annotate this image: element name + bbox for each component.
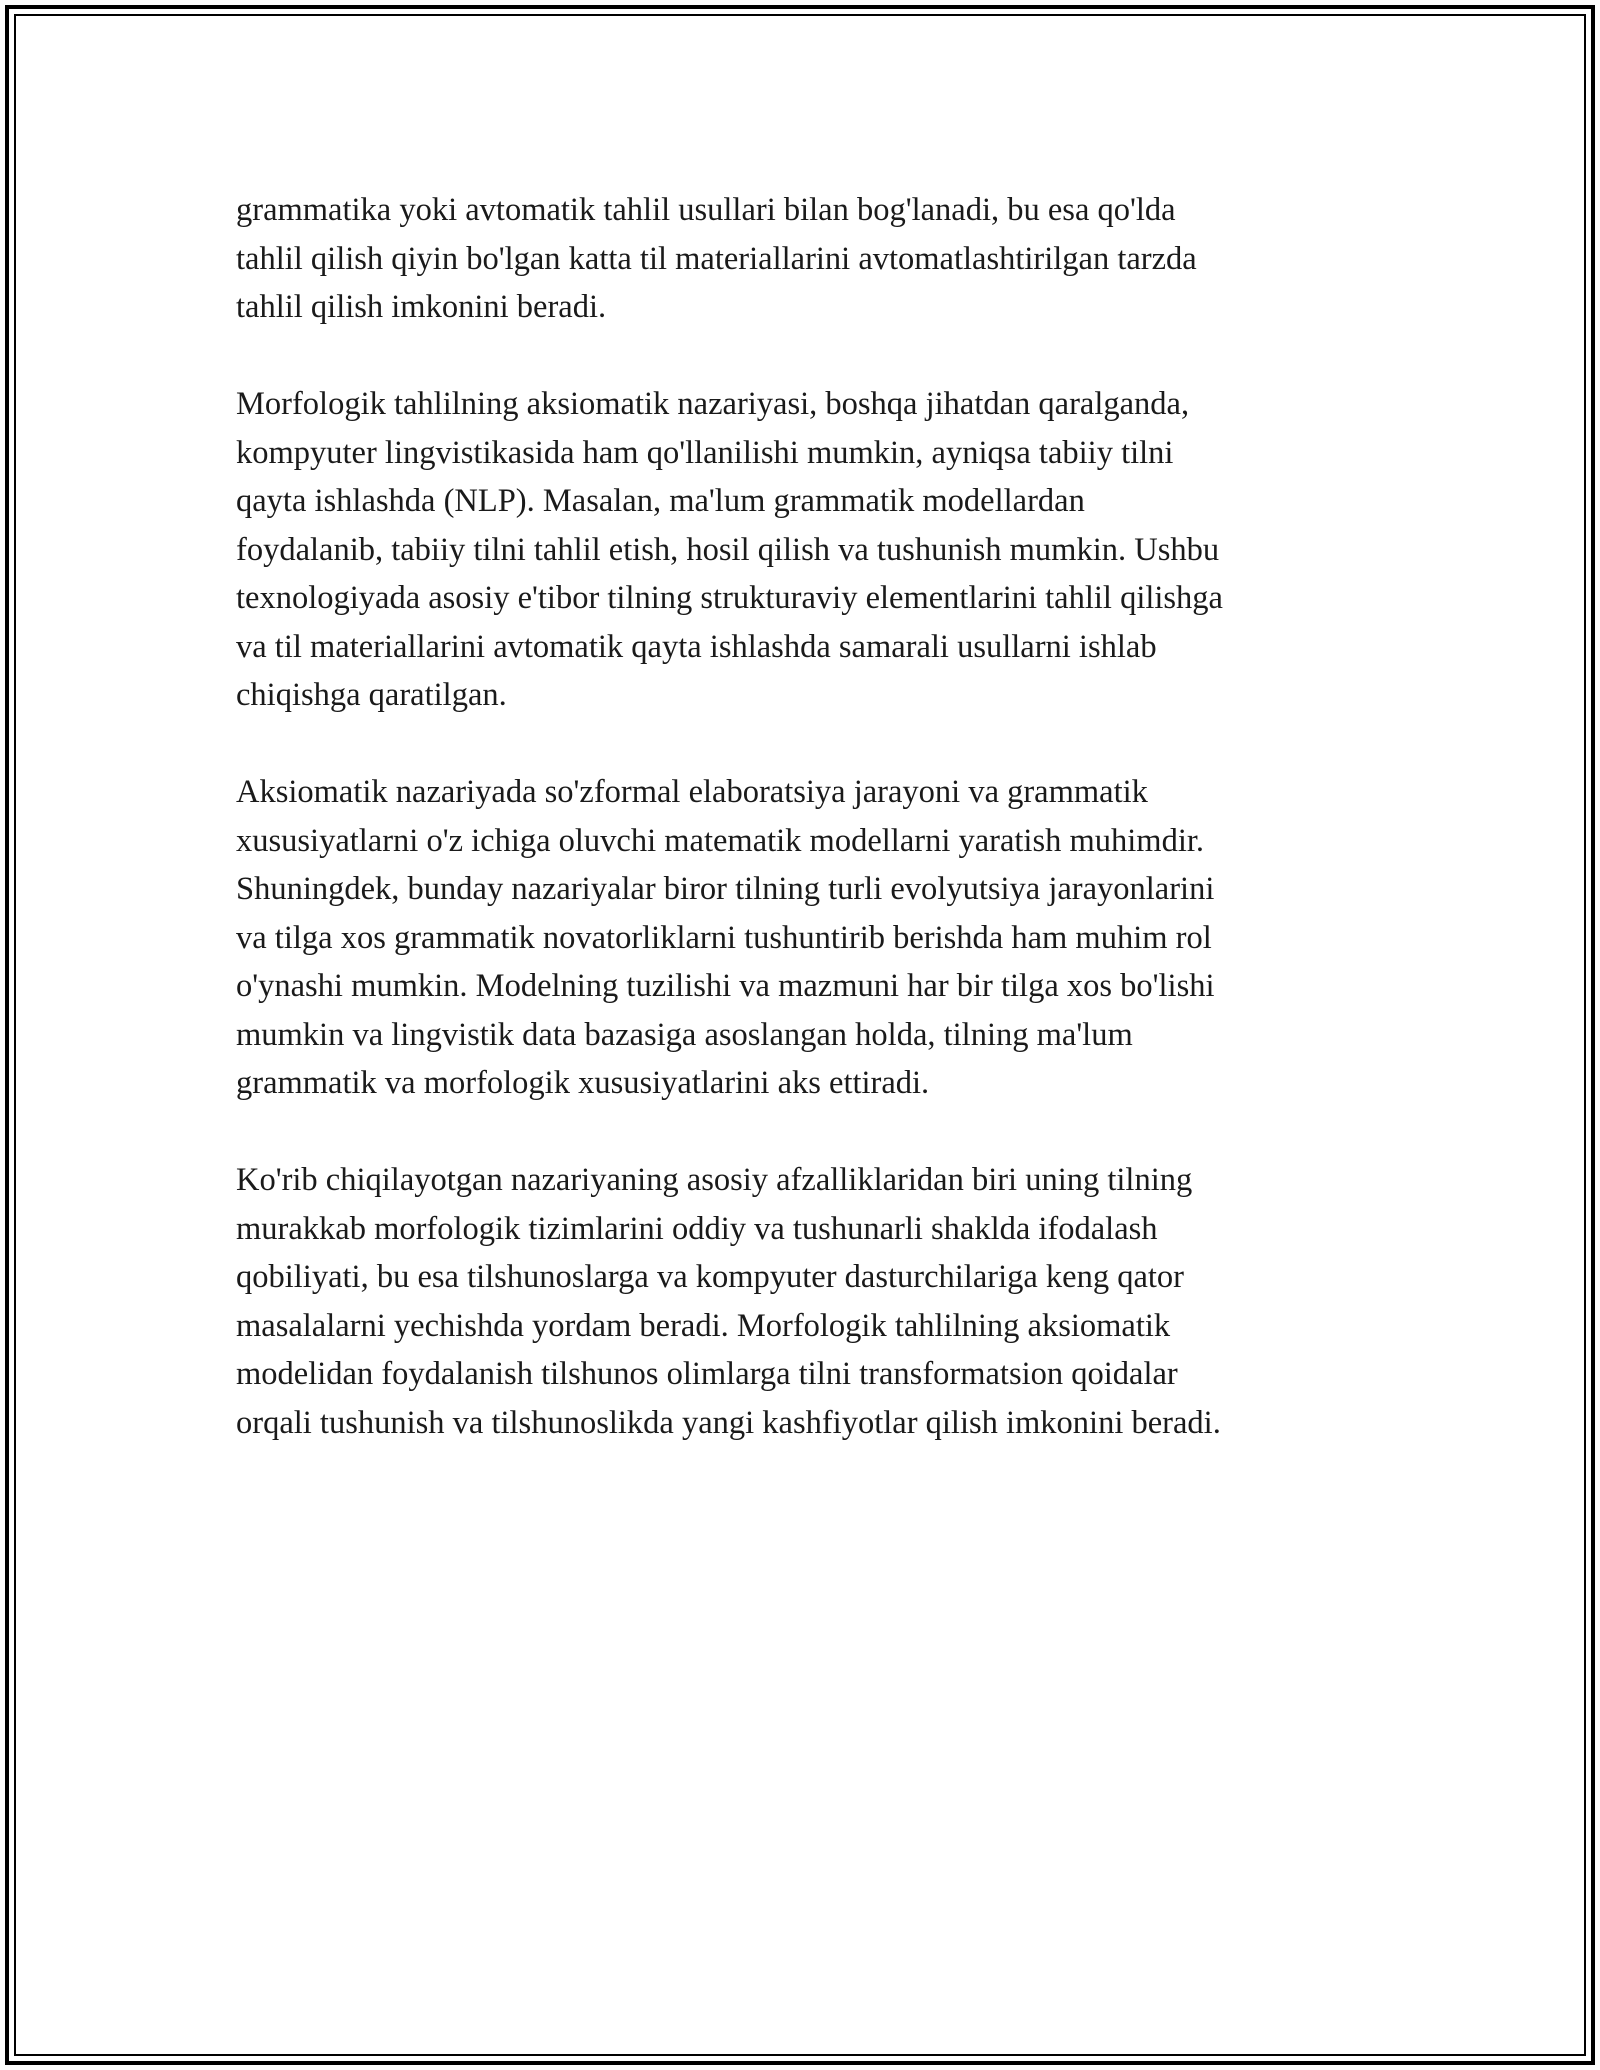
document-body [236,186,1366,1496]
paragraph-1 [236,186,1366,332]
text-line: murakkab morfologik tizimlarini oddiy va tushunarli shaklda ifodalash [236,1210,1158,1247]
text-line: foydalanib, tabiiy tilni tahlil etish, hosil qilish va tushunish mumkin. Ushbu [236,531,1220,568]
text-line: qayta ishlashda (NLP). Masalan, ma'lum grammatik modellardan [236,483,1085,519]
text-line: va tilga xos grammatik novatorliklarni tushuntirib berishda ham muhim rol [236,919,1212,956]
text-line: xususiyatlarni o'z ichiga oluvchi matematik modellarni yaratish muhimdir. [236,822,1205,859]
paragraph-3 [236,768,1366,1108]
text-line: tahlil qilish imkonini beradi. [236,289,607,325]
text-line: kompyuter lingvistikasida ham qo'llanilishi mumkin, ayniqsa tabiiy tilni [236,434,1174,471]
paragraph-2 [236,380,1366,720]
text-line: Morfologik tahlilning aksiomatik nazariyasi, boshqa jihatdan qaralganda, [236,386,1190,422]
text-line: texnologiyada asosiy e'tibor tilning strukturaviy elementlarini tahlil qilishga [236,580,1223,616]
text-line: orqali tushunish va tilshunoslikda yangi kashfiyotlar qilish imkonini beradi. [236,1404,1221,1441]
text-line: tahlil qilish qiyin bo'lgan katta til materiallarini avtomatlashtirilgan tarzda [236,240,1197,277]
text-line: Aksiomatik nazariyada so'zformal elaboratsiya jarayoni va grammatik [236,774,1148,810]
paragraph-4 [236,1156,1366,1447]
text-line: va til materiallarini avtomatik qayta ishlashda samarali usullarni ishlab [236,628,1157,665]
text-line: Shuningdek, bunday nazariyalar biror tilning turli evolyutsiya jarayonlarini [236,871,1215,907]
text-line: grammatika yoki avtomatik tahlil usullari bilan bog'lanadi, bu esa qo'lda [236,192,1176,228]
text-line: masalalarni yechishda yordam beradi. Morfologik tahlilning aksiomatik [236,1307,1171,1344]
text-line: o'ynashi mumkin. Modelning tuzilishi va mazmuni har bir tilga xos bo'lishi [236,968,1215,1004]
text-line: mumkin va lingvistik data bazasiga asoslangan holda, tilning ma'lum [236,1016,1133,1053]
text-line: chiqishga qaratilgan. [236,677,507,713]
text-line: qobiliyati, bu esa tilshunoslarga va kompyuter dasturchilariga keng qator [236,1259,1184,1295]
text-line: modelidan foydalanish tilshunos olimlarga tilni transformatsion qoidalar [236,1356,1178,1392]
text-line: grammatik va morfologik xususiyatlarini aks ettiradi. [236,1065,930,1101]
text-line: Ko'rib chiqilayotgan nazariyaning asosiy afzalliklaridan biri uning tilning [236,1162,1193,1198]
